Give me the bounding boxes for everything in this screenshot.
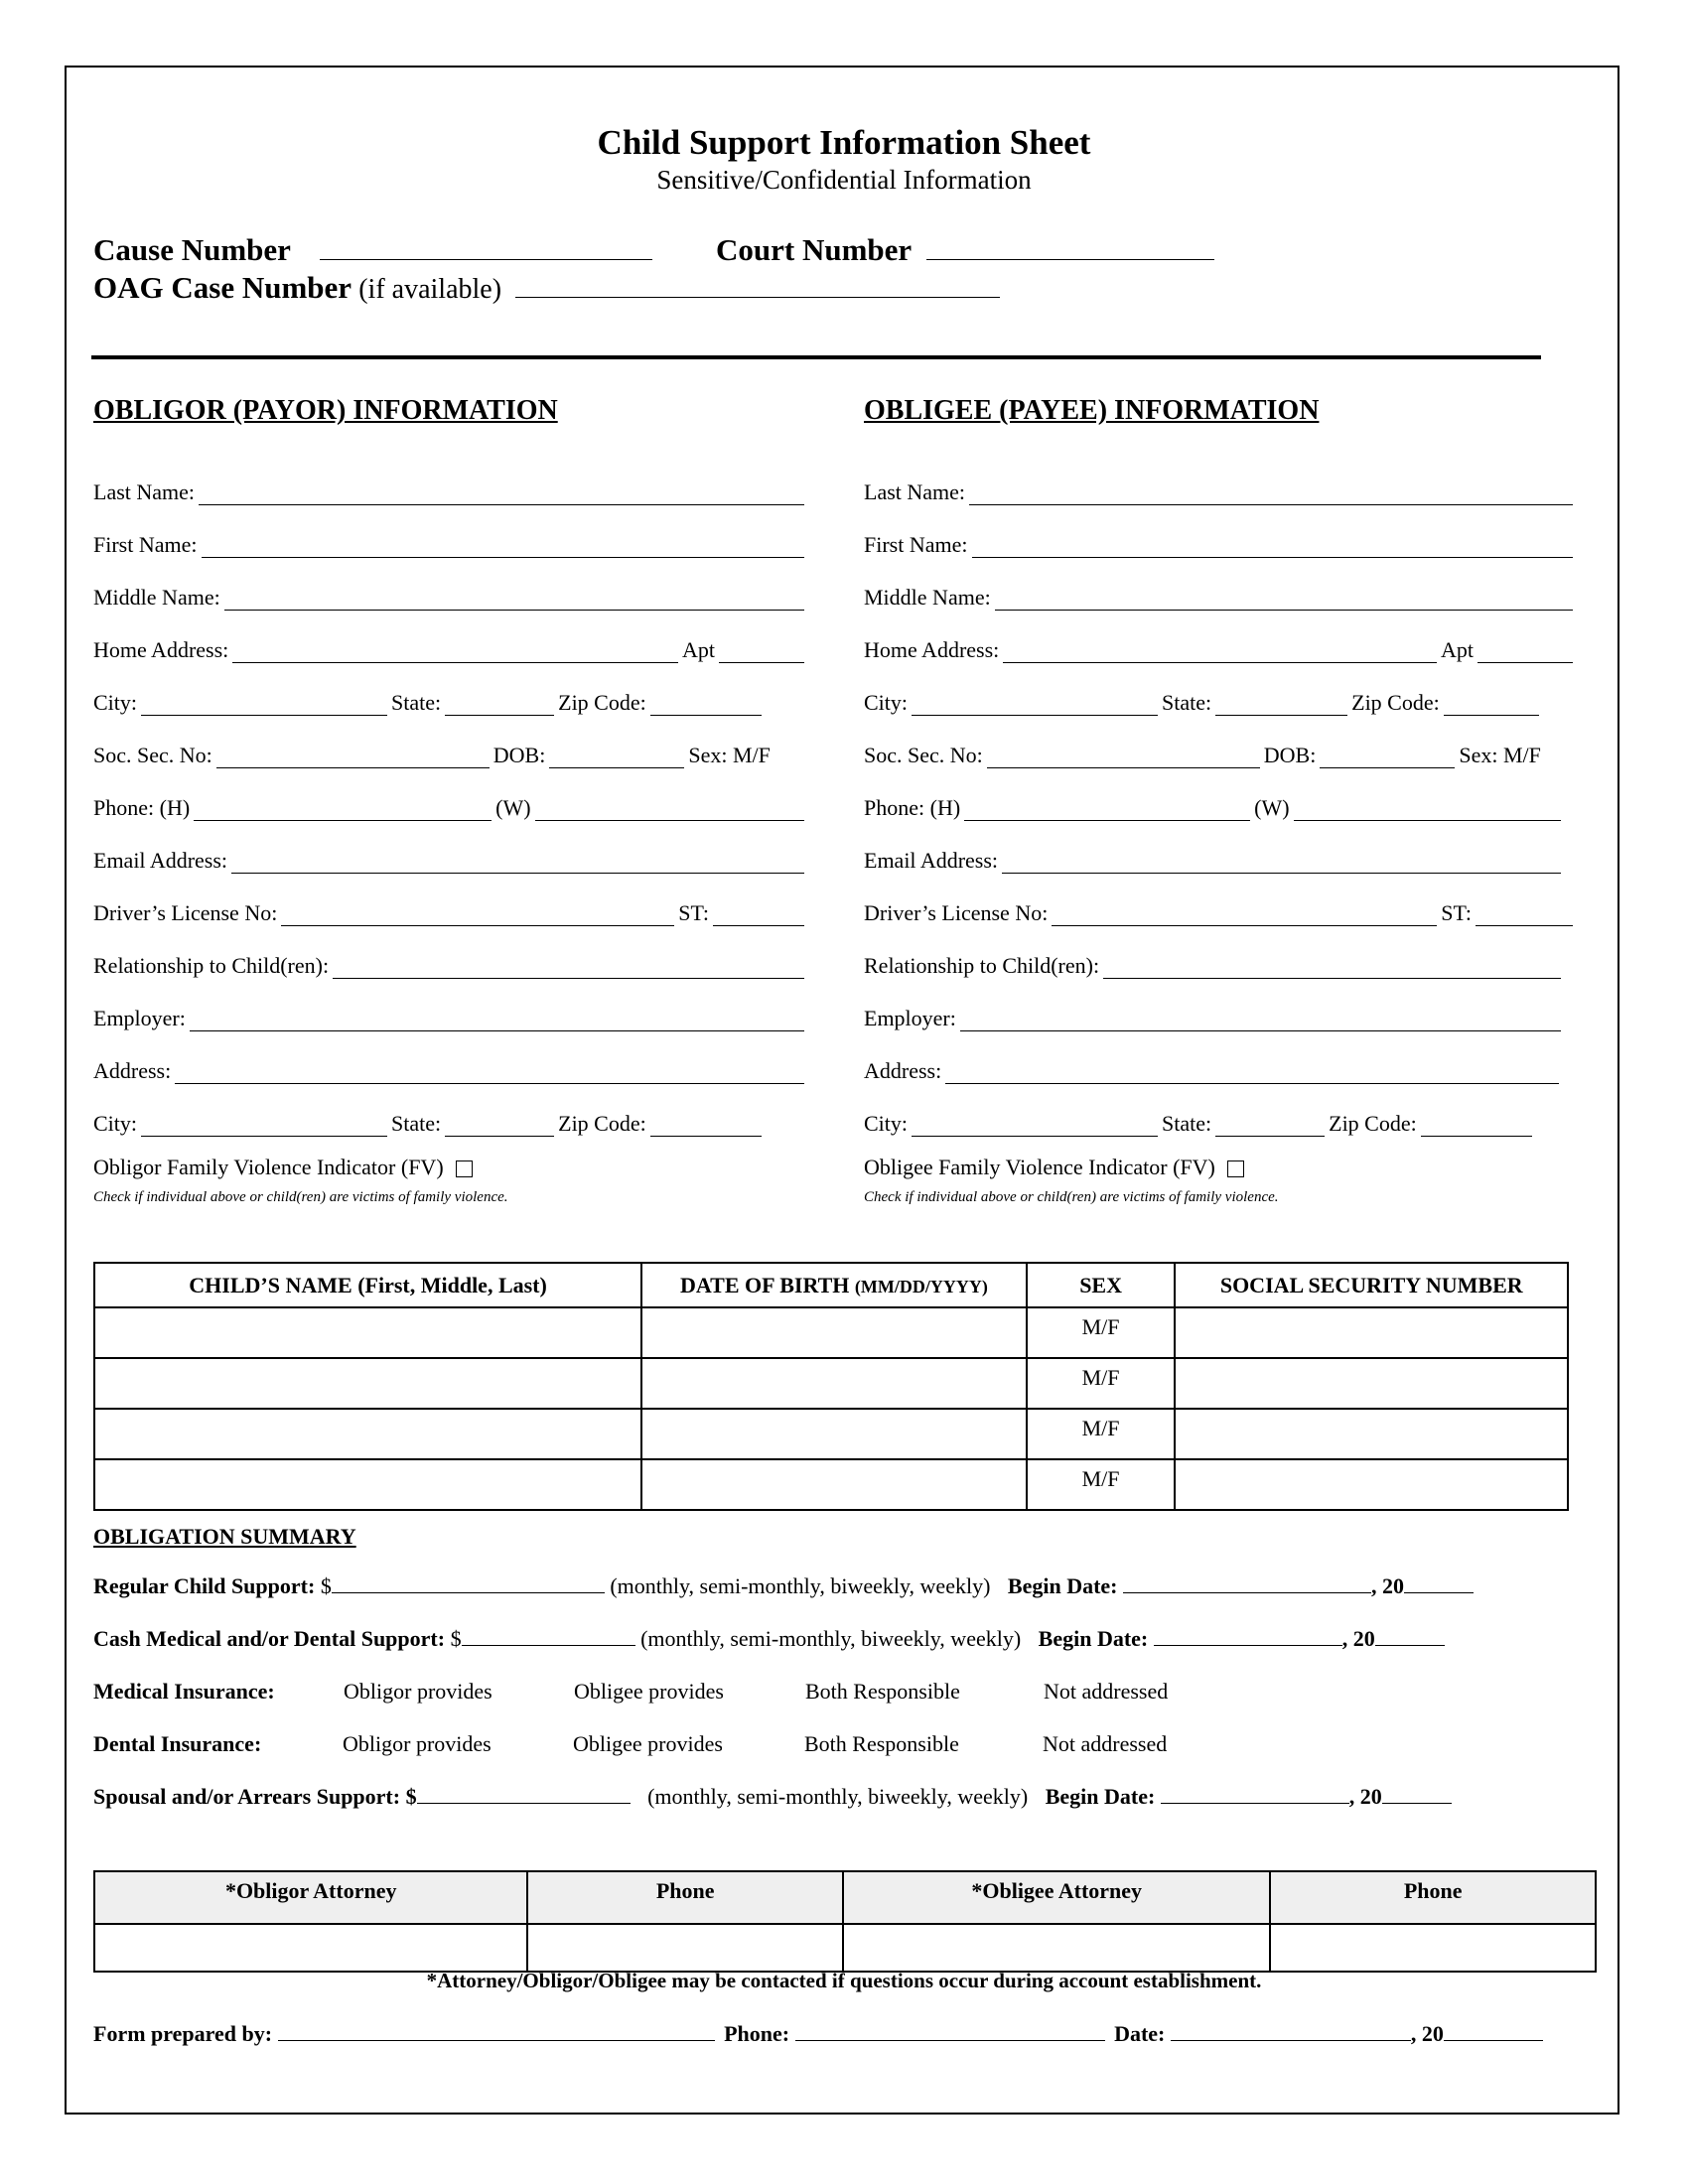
child-ssn-cell[interactable] [1175, 1307, 1568, 1358]
obligee-dob-field[interactable] [1320, 766, 1455, 768]
regular-begin-date[interactable] [1123, 1591, 1371, 1593]
obligor-employer-row: Employer: [93, 979, 808, 1031]
obligor-dob-field[interactable] [549, 766, 684, 768]
obligor-last-name: Last Name: [93, 453, 808, 505]
obligee-dl-row: Driver’s License No: ST: [864, 874, 1577, 926]
obligee-last-name-field[interactable] [969, 503, 1573, 505]
dental-option-obligor[interactable]: Obligor provides [343, 1731, 492, 1756]
col-obligee-attorney: *Obligee Attorney [843, 1871, 1270, 1924]
cash-medical-row: Cash Medical and/or Dental Support: $ (monthly, semi-monthly, biweekly, weekly) Begin Date: , 20 [93, 1626, 1445, 1652]
col-dob: DATE OF BIRTH (MM/DD/YYYY) [641, 1263, 1027, 1307]
obligee-employer-state-field[interactable] [1215, 1135, 1325, 1137]
obligee-apt-field[interactable] [1477, 661, 1573, 663]
prepared-year-field[interactable] [1444, 2039, 1543, 2041]
obligor-fv-label: Obligor Family Violence Indicator (FV) [93, 1155, 444, 1179]
obligor-home-address-field[interactable] [232, 661, 678, 663]
dental-option-obligee[interactable]: Obligee provides [573, 1731, 723, 1756]
spousal-begin-year[interactable] [1382, 1802, 1452, 1804]
obligor-dl-state-field[interactable] [713, 924, 804, 926]
obligor-fields [93, 453, 808, 1206]
obligee-home-address: Home Address: Apt [864, 611, 1577, 663]
prepared-by-row: Form prepared by: Phone: Date: , 20 [93, 2021, 1543, 2047]
child-dob-cell[interactable] [641, 1358, 1027, 1409]
obligor-state-field[interactable] [445, 714, 554, 716]
child-dob-cell[interactable] [641, 1459, 1027, 1510]
obligee-employer-row: Employer: [864, 979, 1577, 1031]
dental-insurance-row: Dental Insurance: Obligor provides Obligee provides Both Responsible Not addressed [93, 1731, 1168, 1756]
col-obligor-phone: Phone [527, 1871, 843, 1924]
obligee-first-name: First Name: [864, 505, 1577, 558]
spousal-support-row: Spousal and/or Arrears Support: $ (monthly, semi-monthly, biweekly, weekly) Begin Date: , 20 [93, 1784, 1452, 1810]
table-row [94, 1924, 1596, 1972]
cause-number-row [93, 232, 652, 268]
obligee-dl-state-field[interactable] [1476, 924, 1573, 926]
obligee-ssn-field[interactable] [987, 766, 1260, 768]
obligor-dl-row: Driver’s License No: ST: [93, 874, 808, 926]
obligee-heading: OBLIGEE (PAYEE) INFORMATION [864, 395, 1320, 426]
obligee-employer-zip-field[interactable] [1421, 1135, 1532, 1137]
obligor-phone-work-field[interactable] [535, 819, 804, 821]
obligor-fv-row [93, 1137, 808, 1189]
obligor-heading: OBLIGOR (PAYOR) INFORMATION [93, 395, 558, 426]
medical-insurance-row: Medical Insurance: Obligor provides Obligee provides Both Responsible Not addressed [93, 1679, 1169, 1704]
obligor-employer-address-field[interactable] [175, 1082, 804, 1084]
obligor-dl-field[interactable] [281, 924, 674, 926]
children-table [93, 1262, 1569, 1511]
obligee-fields [864, 453, 1577, 1206]
obligor-first-name: First Name: [93, 505, 808, 558]
prepared-by-field[interactable] [278, 2039, 715, 2041]
obligee-last-name: Last Name: [864, 453, 1577, 505]
cash-medical-amount[interactable] [462, 1644, 635, 1646]
dental-option-not-addressed[interactable]: Not addressed [1043, 1731, 1168, 1756]
obligee-first-name-field[interactable] [972, 556, 1574, 558]
obligor-city-row: City: State: Zip Code: [93, 663, 808, 716]
medical-option-obligor[interactable]: Obligor provides [344, 1679, 492, 1704]
obligor-email-field[interactable] [231, 872, 804, 874]
attorney-footnote: *Attorney/Obligor/Obligee may be contacted if questions occur during account establishment. [426, 1969, 1262, 1992]
child-sex-cell[interactable]: M/F [1027, 1459, 1176, 1510]
obligee-state-field[interactable] [1215, 714, 1347, 716]
obligee-employer-city-field[interactable] [912, 1135, 1158, 1137]
obligee-phone-work-field[interactable] [1294, 819, 1561, 821]
medical-option-both[interactable]: Both Responsible [805, 1679, 960, 1704]
obligee-fv-note: Check if individual above or child(ren) are victims of family violence. [864, 1189, 1279, 1205]
dental-option-both[interactable]: Both Responsible [804, 1731, 959, 1756]
oag-case-label: OAG Case Number [93, 270, 352, 305]
col-sex: SEX [1027, 1263, 1176, 1307]
child-name-cell[interactable] [94, 1358, 641, 1409]
prepared-date-field[interactable] [1171, 2039, 1411, 2041]
obligor-sex-label: Sex: M/F [688, 743, 771, 767]
obligor-employer-address-row: Address: [93, 1031, 808, 1084]
child-name-cell[interactable] [94, 1459, 641, 1510]
obligor-middle-name: Middle Name: [93, 558, 808, 611]
children-table-header [94, 1263, 1568, 1307]
col-ssn: SOCIAL SECURITY NUMBER [1175, 1263, 1568, 1307]
obligor-city-field[interactable] [141, 714, 387, 716]
form-subtitle: Sensitive/Confidential Information [656, 165, 1032, 195]
obligor-zip-field[interactable] [650, 714, 762, 716]
child-dob-cell[interactable] [641, 1409, 1027, 1459]
obligee-zip-field[interactable] [1444, 714, 1539, 716]
form-title: Child Support Information Sheet [597, 123, 1091, 162]
col-obligee-phone: Phone [1270, 1871, 1596, 1924]
prepared-phone-field[interactable] [795, 2039, 1105, 2041]
obligee-phone-row: Phone: (H) (W) [864, 768, 1577, 821]
obligee-employer-address-row: Address: [864, 1031, 1577, 1084]
child-ssn-cell[interactable] [1175, 1409, 1568, 1459]
table-row [94, 1459, 1568, 1510]
obligee-ssn-row: Soc. Sec. No: DOB: Sex: M/F [864, 743, 1541, 767]
form-sheet [65, 66, 1619, 2115]
child-sex-cell[interactable]: M/F [1027, 1307, 1176, 1358]
obligee-fv-label: Obligee Family Violence Indicator (FV) [864, 1155, 1215, 1179]
obligee-home-address-field[interactable] [1003, 661, 1437, 663]
obligor-email-row: Email Address: [93, 821, 808, 874]
regular-support-row: Regular Child Support: $ (monthly, semi-monthly, biweekly, weekly) Begin Date: , 20 [93, 1573, 1474, 1599]
obligor-fv-note: Check if individual above or child(ren) are victims of family violence. [93, 1189, 508, 1205]
header-divider [91, 355, 1541, 359]
col-obligor-attorney: *Obligor Attorney [94, 1871, 527, 1924]
attorney-table [93, 1870, 1597, 1973]
child-sex-cell[interactable]: M/F [1027, 1409, 1176, 1459]
obligor-relationship-row: Relationship to Child(ren): [93, 926, 808, 979]
table-row [94, 1358, 1568, 1409]
obligor-ssn-field[interactable] [216, 766, 490, 768]
child-ssn-cell[interactable] [1175, 1358, 1568, 1409]
medical-option-obligee[interactable]: Obligee provides [574, 1679, 724, 1704]
spousal-support-amount[interactable] [417, 1802, 631, 1804]
obligor-employer-zip-field[interactable] [650, 1135, 762, 1137]
obligee-fv-row [864, 1137, 1577, 1189]
attorney-table-header [94, 1871, 1596, 1924]
regular-begin-year[interactable] [1404, 1591, 1474, 1593]
court-number-row [716, 232, 1214, 268]
cash-medical-begin-year[interactable] [1375, 1644, 1445, 1646]
table-row [94, 1409, 1568, 1459]
obligor-employer-field[interactable] [190, 1029, 804, 1031]
obligor-employer-state-field[interactable] [445, 1135, 554, 1137]
col-child-name: CHILD’S NAME (First, Middle, Last) [94, 1263, 641, 1307]
oag-case-field[interactable] [515, 296, 1000, 298]
obligee-phone-home-field[interactable] [964, 819, 1250, 821]
obligor-home-address: Home Address: Apt [93, 611, 808, 663]
obligor-ssn-row: Soc. Sec. No: DOB: Sex: M/F [93, 743, 771, 767]
obligor-employer-city-field[interactable] [141, 1135, 387, 1137]
oag-case-note: (if available) [358, 274, 502, 305]
child-name-cell[interactable] [94, 1307, 641, 1358]
regular-support-amount[interactable] [332, 1591, 605, 1593]
obligee-sex-label: Sex: M/F [1459, 743, 1541, 767]
cause-number-label: Cause Number [93, 232, 291, 267]
obligor-fv-checkbox[interactable] [456, 1160, 473, 1177]
obligor-last-name-field[interactable] [199, 503, 804, 505]
obligee-city-field[interactable] [912, 714, 1158, 716]
obligor-middle-name-field[interactable] [224, 609, 804, 611]
obligee-employer-city-row: City: State: Zip Code: [864, 1084, 1577, 1137]
obligor-first-name-field[interactable] [202, 556, 805, 558]
child-sex-cell[interactable]: M/F [1027, 1358, 1176, 1409]
cause-number-field[interactable] [320, 258, 652, 260]
court-number-label: Court Number [716, 232, 912, 267]
obligee-email-row: Email Address: [864, 821, 1577, 874]
obligor-relationship-field[interactable] [333, 977, 804, 979]
child-name-cell[interactable] [94, 1409, 641, 1459]
table-row [94, 1307, 1568, 1358]
obligation-heading: OBLIGATION SUMMARY [93, 1524, 356, 1549]
oag-case-row [93, 270, 1000, 306]
cash-medical-begin-date[interactable] [1154, 1644, 1342, 1646]
obligee-attorney-phone-cell[interactable] [1270, 1924, 1596, 1972]
obligee-attorney-cell[interactable] [843, 1924, 1270, 1972]
obligor-employer-city-row: City: State: Zip Code: [93, 1084, 808, 1137]
medical-option-not-addressed[interactable]: Not addressed [1044, 1679, 1169, 1704]
obligee-email-field[interactable] [1002, 872, 1561, 874]
court-number-field[interactable] [926, 258, 1214, 260]
spousal-begin-date[interactable] [1161, 1802, 1349, 1804]
obligor-apt-field[interactable] [719, 661, 804, 663]
obligor-phone-row: Phone: (H) (W) [93, 768, 808, 821]
child-ssn-cell[interactable] [1175, 1459, 1568, 1510]
obligor-phone-home-field[interactable] [194, 819, 492, 821]
obligee-relationship-field[interactable] [1103, 977, 1561, 979]
child-dob-cell[interactable] [641, 1307, 1027, 1358]
obligee-middle-name: Middle Name: [864, 558, 1577, 611]
obligor-attorney-phone-cell[interactable] [527, 1924, 843, 1972]
obligee-middle-name-field[interactable] [995, 609, 1573, 611]
obligee-employer-field[interactable] [960, 1029, 1561, 1031]
obligee-city-row: City: State: Zip Code: [864, 663, 1577, 716]
obligee-employer-address-field[interactable] [945, 1082, 1559, 1084]
obligee-dl-field[interactable] [1052, 924, 1437, 926]
obligor-attorney-cell[interactable] [94, 1924, 527, 1972]
obligee-fv-checkbox[interactable] [1227, 1160, 1244, 1177]
obligee-relationship-row: Relationship to Child(ren): [864, 926, 1577, 979]
